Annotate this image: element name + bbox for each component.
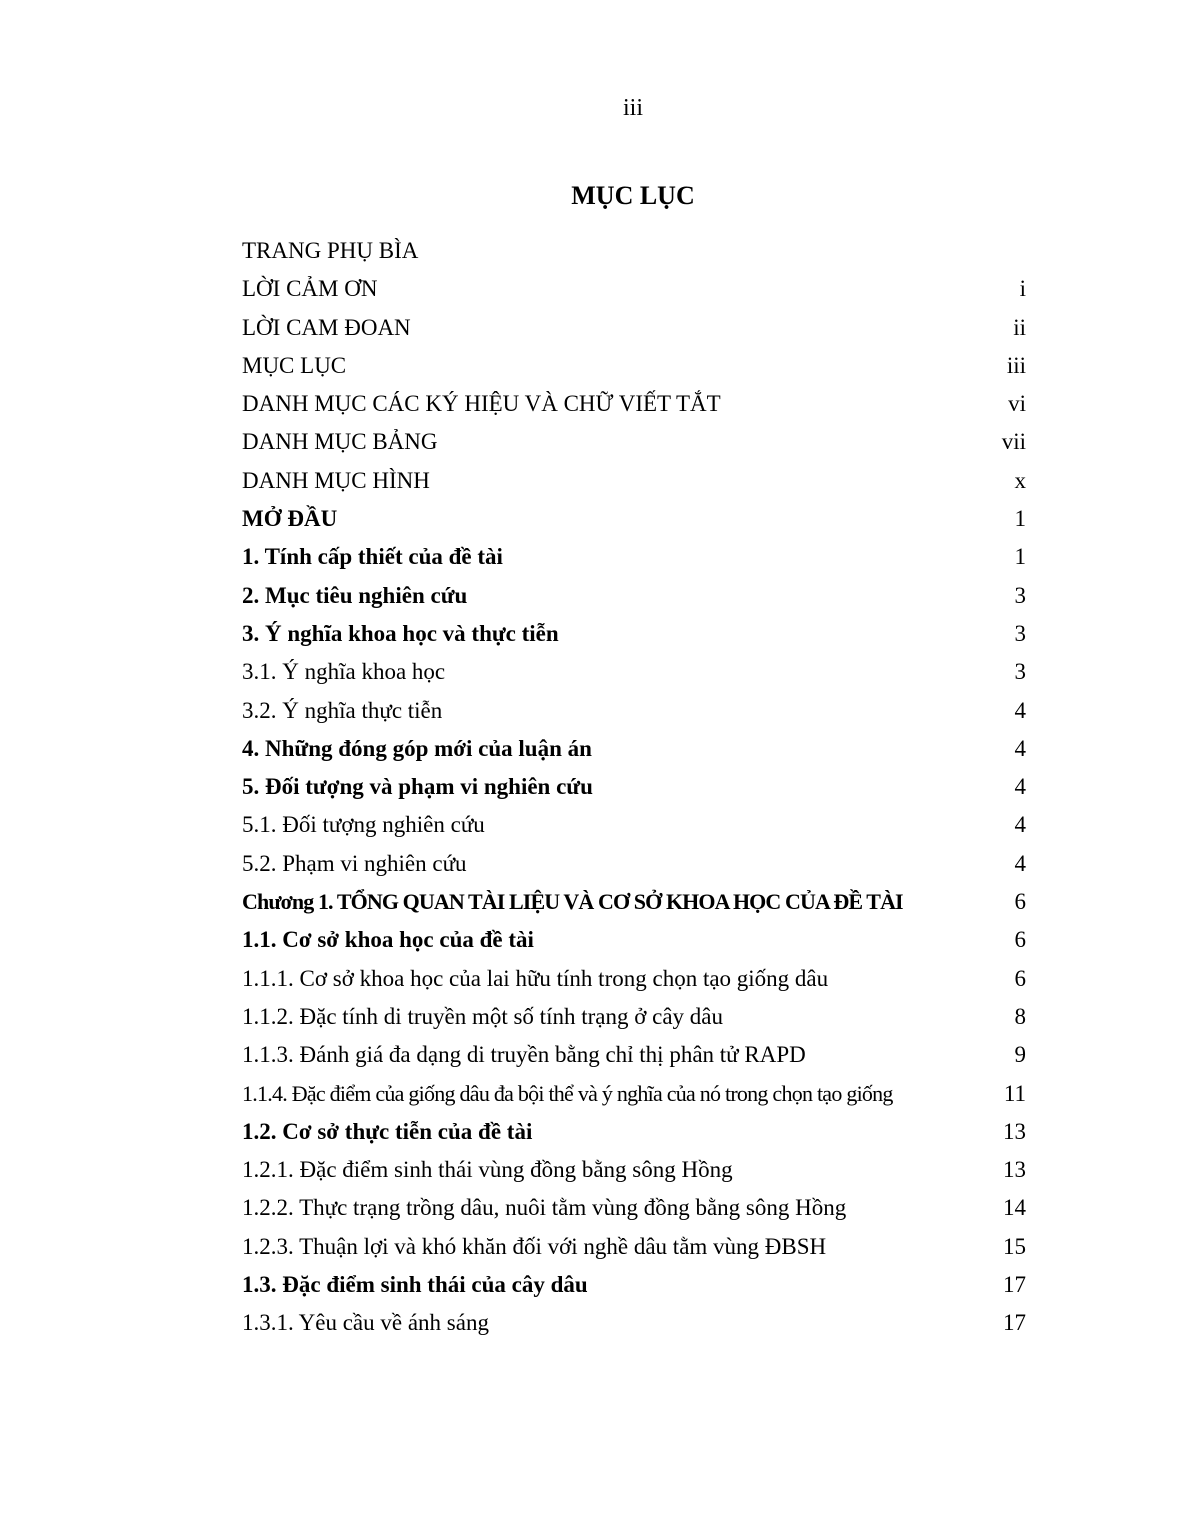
toc-entry-page-number: 13 xyxy=(1003,1157,1026,1183)
toc-entry-page-number: 8 xyxy=(1014,1003,1026,1029)
toc-entry-page-number: 4 xyxy=(1014,812,1026,838)
toc-entry-label: 1.1.1. Cơ sở khoa học của lai hữu tính trong chọn tạo giống dâu xyxy=(242,965,829,991)
toc-entry[interactable] xyxy=(242,234,1026,272)
toc-entry[interactable] xyxy=(242,1306,1026,1344)
toc-entry-page-number: 13 xyxy=(1003,1118,1026,1144)
toc-entry-page-number: iii xyxy=(1006,352,1026,378)
toc-entry-page-number: 15 xyxy=(1003,1233,1026,1259)
toc-entry-page-number: i xyxy=(1019,276,1026,302)
toc-entry-page-number: 4 xyxy=(1014,697,1026,723)
toc-entry-page-number: 1 xyxy=(1014,544,1026,570)
toc-entry-label: 3.1. Ý nghĩa khoa học xyxy=(242,659,446,685)
toc-entry[interactable] xyxy=(242,579,1026,617)
toc-entry-label: 1.1. Cơ sở khoa học của đề tài xyxy=(242,927,534,953)
toc-entry[interactable] xyxy=(242,349,1026,387)
toc-entry-label: DANH MỤC HÌNH xyxy=(242,467,430,493)
toc-entry-label: DANH MỤC BẢNG xyxy=(242,429,438,455)
toc-entry[interactable] xyxy=(242,694,1026,732)
toc-entry[interactable] xyxy=(242,655,1026,693)
toc-entry-label: 1.2. Cơ sở thực tiễn của đề tài xyxy=(242,1118,533,1144)
toc-entry[interactable] xyxy=(242,732,1026,770)
toc-entry-label: 5.1. Đối tượng nghiên cứu xyxy=(242,812,485,838)
toc-entry[interactable] xyxy=(242,923,1026,961)
toc-entry-label: 1.1.3. Đánh giá đa dạng di truyền bằng chỉ thị phân tử RAPD xyxy=(242,1042,806,1068)
toc-entry-page-number: 6 xyxy=(1014,965,1026,991)
table-of-contents xyxy=(242,234,1026,1345)
toc-entry-page-number: 6 xyxy=(1014,927,1026,953)
toc-entry-label: DANH MỤC CÁC KÝ HIỆU VÀ CHỮ VIẾT TẮT xyxy=(242,391,721,417)
page-title: MỤC LỤC xyxy=(571,181,695,210)
toc-entry[interactable] xyxy=(242,1077,1026,1115)
toc-entry-page-number: 11 xyxy=(1003,1080,1026,1106)
toc-entry-label: LỜI CẢM ƠN xyxy=(242,276,378,302)
toc-entry-page-number: x xyxy=(1014,467,1026,493)
toc-entry-label: MỞ ĐẦU xyxy=(242,506,338,532)
toc-entry-label: 1.1.2. Đặc tính di truyền một số tính trạng ở cây dâu xyxy=(242,1003,724,1029)
toc-entry-label: 4. Những đóng góp mới của luận án xyxy=(242,735,592,761)
toc-entry-label: 1.2.1. Đặc điểm sinh thái vùng đồng bằng sông Hồng xyxy=(242,1157,733,1183)
toc-entry-label: 1.3. Đặc điểm sinh thái của cây dâu xyxy=(242,1272,588,1298)
toc-entry[interactable] xyxy=(242,272,1026,310)
toc-entry-label: 2. Mục tiêu nghiên cứu xyxy=(242,582,468,608)
toc-entry-page-number: 3 xyxy=(1014,620,1026,646)
toc-entry-page-number: 17 xyxy=(1003,1272,1026,1298)
toc-entry-page-number: 1 xyxy=(1014,506,1026,532)
toc-entry-label: 1.2.2. Thực trạng trồng dâu, nuôi tằm vùng đồng bằng sông Hồng xyxy=(242,1195,847,1221)
toc-entry[interactable] xyxy=(242,311,1026,349)
toc-entry-label: 1.2.3. Thuận lợi và khó khăn đối với nghề dâu tằm vùng ĐBSH xyxy=(242,1233,827,1259)
toc-entry[interactable] xyxy=(242,1000,1026,1038)
toc-entry-label: 5. Đối tượng và phạm vi nghiên cứu xyxy=(242,774,593,800)
toc-entry-page-number: 4 xyxy=(1014,735,1026,761)
toc-entry[interactable] xyxy=(242,1153,1026,1191)
toc-entry[interactable] xyxy=(242,770,1026,808)
toc-entry-label: MỤC LỤC xyxy=(242,352,347,378)
toc-entry-label: 1. Tính cấp thiết của đề tài xyxy=(242,544,503,570)
toc-entry[interactable] xyxy=(242,464,1026,502)
toc-entry[interactable] xyxy=(242,1268,1026,1306)
toc-entry[interactable] xyxy=(242,808,1026,846)
toc-entry[interactable] xyxy=(242,885,1026,923)
toc-entry-label: 1.3.1. Yêu cầu về ánh sáng xyxy=(242,1310,489,1336)
toc-entry-page-number: 14 xyxy=(1003,1195,1026,1221)
toc-entry[interactable] xyxy=(242,1115,1026,1153)
toc-entry-label: Chương 1. TỔNG QUAN TÀI LIỆU VÀ CƠ SỞ KHOA HỌC CỦA ĐỀ TÀI xyxy=(242,889,903,915)
toc-entry-page-number: vii xyxy=(1001,429,1026,455)
toc-entry-page-number: vi xyxy=(1008,391,1026,417)
toc-entry[interactable] xyxy=(242,1038,1026,1076)
toc-entry-label: LỜI CAM ĐOAN xyxy=(242,314,411,340)
toc-entry-label: 3.2. Ý nghĩa thực tiễn xyxy=(242,697,443,723)
toc-entry-page-number: 9 xyxy=(1014,1042,1026,1068)
toc-entry[interactable] xyxy=(242,387,1026,425)
toc-entry[interactable] xyxy=(242,1230,1026,1268)
toc-entry[interactable] xyxy=(242,540,1026,578)
toc-entry-label: 3. Ý nghĩa khoa học và thực tiễn xyxy=(242,620,559,646)
toc-entry-page-number: 3 xyxy=(1014,582,1026,608)
toc-entry[interactable] xyxy=(242,425,1026,463)
toc-entry[interactable] xyxy=(242,502,1026,540)
toc-entry[interactable] xyxy=(242,962,1026,1000)
toc-entry-label: TRANG PHỤ BÌA xyxy=(242,238,419,263)
toc-entry-label: 1.1.4. Đặc điểm của giống dâu đa bội thể và ý nghĩa của nó trong chọn tạo giống xyxy=(242,1080,893,1106)
toc-entry[interactable] xyxy=(242,847,1026,885)
toc-entry-label: 5.2. Phạm vi nghiên cứu xyxy=(242,850,467,876)
toc-entry-page-number: 17 xyxy=(1003,1310,1026,1336)
toc-entry[interactable] xyxy=(242,617,1026,655)
toc-entry-page-number: 4 xyxy=(1014,850,1026,876)
toc-entry[interactable] xyxy=(242,1191,1026,1229)
page-number: iii xyxy=(622,95,643,121)
toc-entry-page-number: 4 xyxy=(1014,774,1026,800)
toc-entry-page-number: ii xyxy=(1013,314,1026,340)
toc-entry-page-number: 6 xyxy=(1014,889,1026,915)
toc-entry-page-number: 3 xyxy=(1014,659,1026,685)
